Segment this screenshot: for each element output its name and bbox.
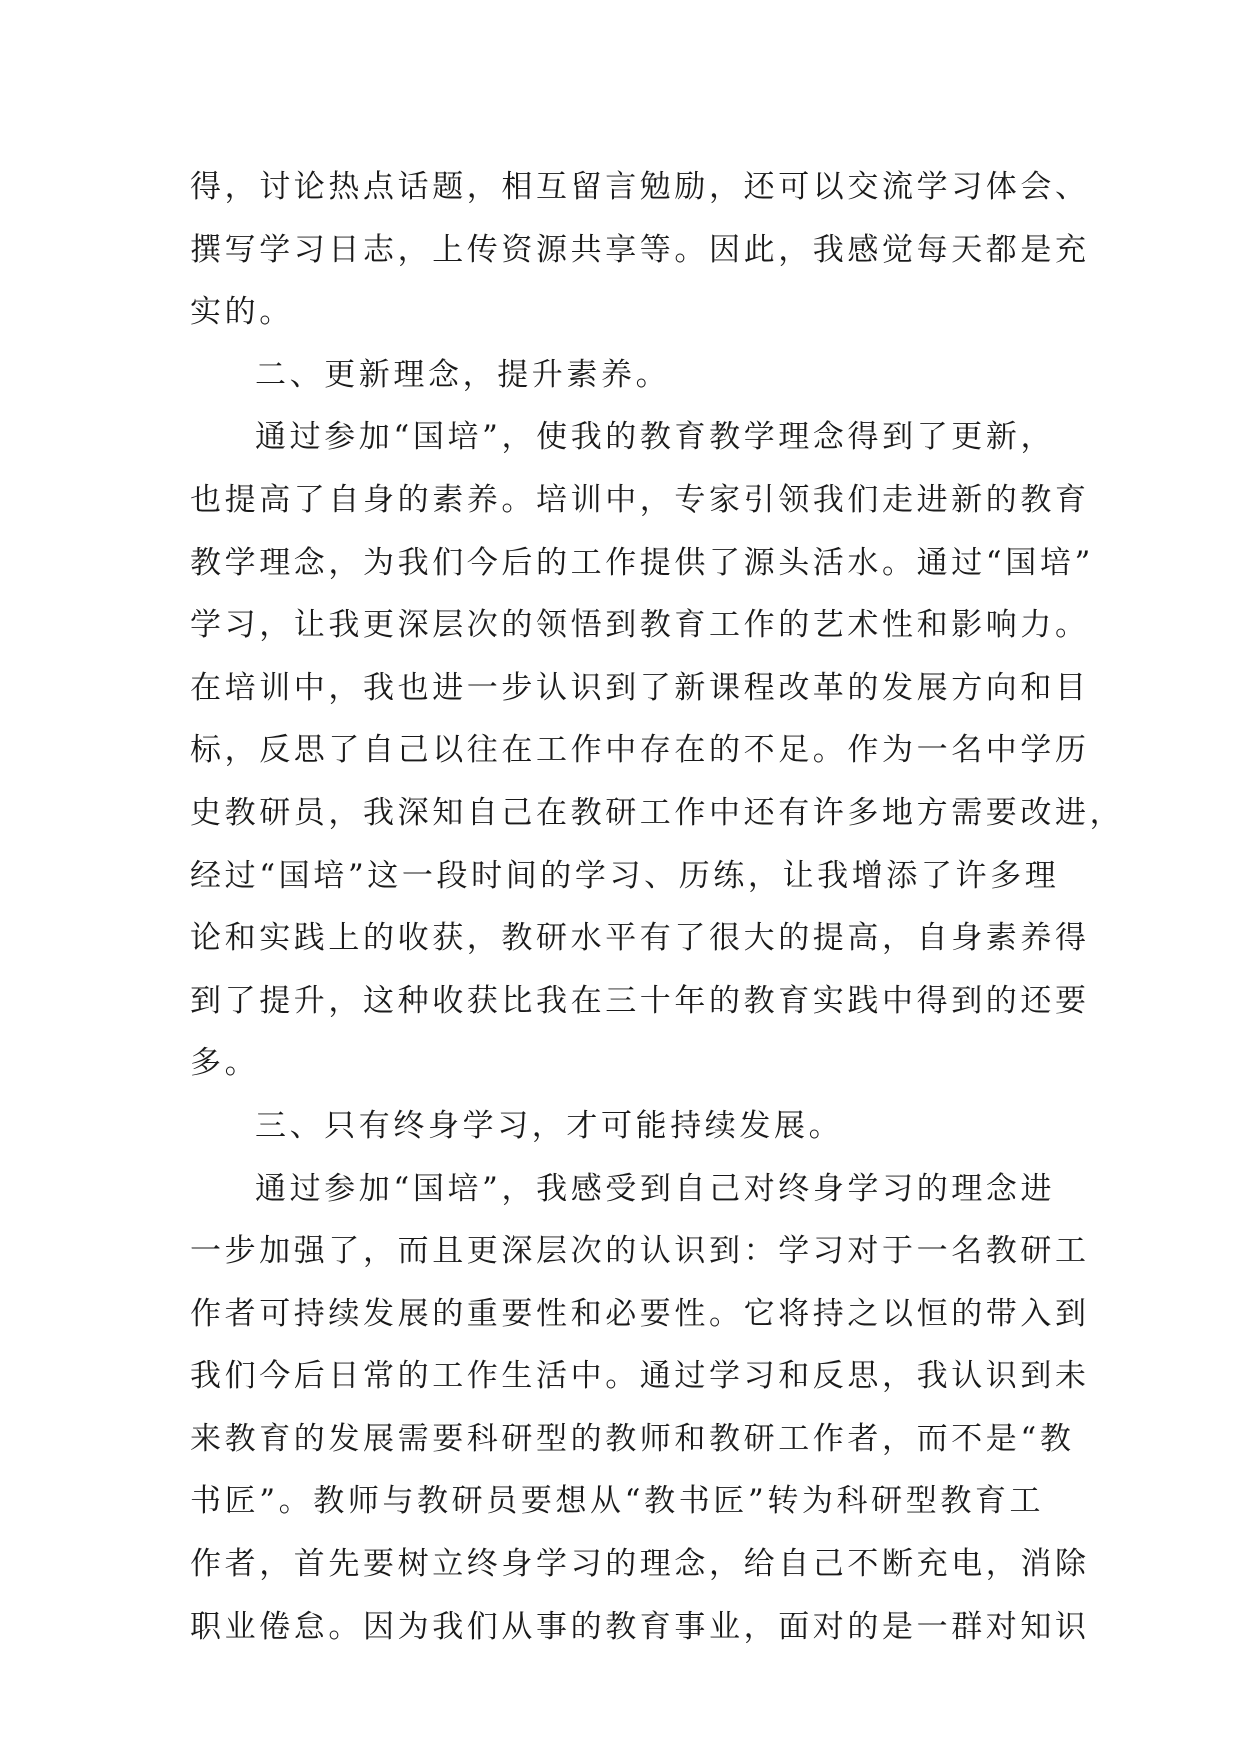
text-line: 我们今后日常的工作生活中。通过学习和反思，我认识到未 [190,1358,1090,1395]
text-line: 也提高了自身的素养。培训中，专家引领我们走进新的教育 [190,481,1090,518]
text-line: 二、更新理念，提升素养。 [255,356,671,393]
text-line: 撰写学习日志，上传资源共享等。因此，我感觉每天都是充 [190,231,1090,268]
text-line: 到了提升，这种收获比我在三十年的教育实践中得到的还要 [190,982,1090,1019]
text-line: 实的。 [190,294,294,331]
text-line: 一步加强了，而且更深层次的认识到：学习对于一名教研工 [190,1233,1090,1270]
text-line: 论和实践上的收获，教研水平有了很大的提高，自身素养得 [190,920,1090,957]
text-line: 得，讨论热点话题，相互留言勉励，还可以交流学习体会、 [190,169,1090,205]
text-line: 在培训中，我也进一步认识到了新课程改革的发展方向和目 [190,669,1090,706]
text-line: 来教育的发展需要科研型的教师和教研工作者，而不是“教 [190,1420,1075,1457]
body-text [190,156,1125,1658]
text-line: 作者可持续发展的重要性和必要性。它将持之以恒的带入到 [190,1295,1090,1332]
text-line: 学习，让我更深层次的领悟到教育工作的艺术性和影响力。 [190,607,1090,644]
text-line: 标，反思了自己以往在工作中存在的不足。作为一名中学历 [190,732,1090,769]
text-line: 通过参加“国培”，我感受到自己对终身学习的理念进 [255,1170,1056,1207]
text-line: 作者，首先要树立终身学习的理念，给自己不断充电，消除 [190,1546,1090,1583]
text-line: 多。 [190,1045,260,1082]
text-line: 通过参加“国培”，使我的教育教学理念得到了更新， [255,419,1056,456]
text-line: 职业倦怠。因为我们从事的教育事业，面对的是一群对知识 [190,1608,1090,1645]
text-line: 书匠”。教师与教研员要想从“教书匠”转为科研型教育工 [190,1483,1045,1520]
text-line: 三、只有终身学习，才可能持续发展。 [255,1107,844,1144]
text-line: 史教研员，我深知自己在教研工作中还有许多地方需要改进， [190,794,1125,831]
text-line: 教学理念，为我们今后的工作提供了源头活水。通过“国培” [190,544,1094,581]
text-line: 经过“国培”这一段时间的学习、历练，让我增添了许多理 [190,857,1060,894]
